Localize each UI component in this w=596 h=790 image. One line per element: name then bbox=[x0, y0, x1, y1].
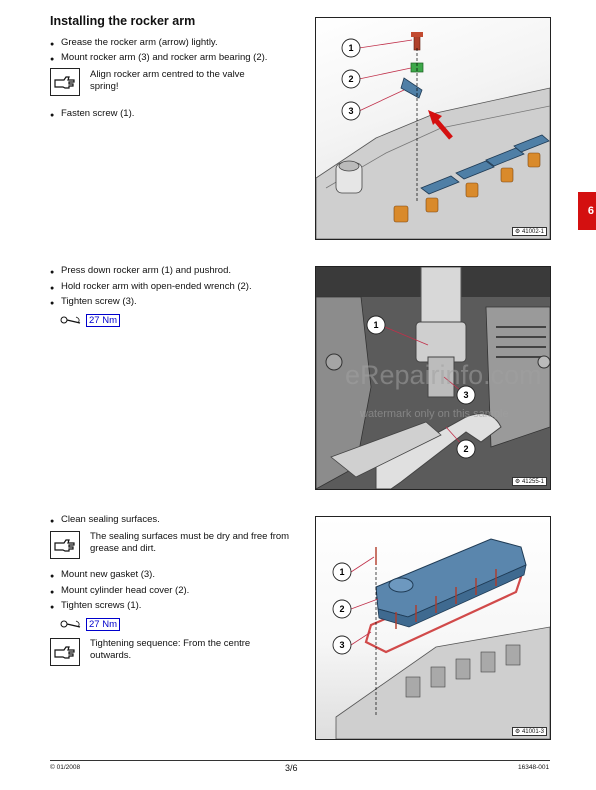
step3-bullet-3: ● Mount cylinder head cover (2). bbox=[61, 585, 189, 597]
fig1-id-label: ⚙ 41002-1 bbox=[512, 227, 547, 236]
fig2-id-label: ⚙ 41255-1 bbox=[512, 477, 547, 486]
watermark-text: eRepairinfo.com bbox=[345, 360, 542, 390]
step1-bullet-3: ● Fasten screw (1). bbox=[61, 108, 134, 120]
fig3-callout-3: 3 bbox=[339, 640, 345, 650]
fig1-id: 41002-1 bbox=[521, 229, 544, 235]
cover-illustration bbox=[316, 517, 550, 739]
chapter-tab: 6 bbox=[578, 192, 596, 230]
rocker-arm-illustration bbox=[316, 18, 550, 239]
step3-torque-link[interactable]: 27 Nm bbox=[86, 618, 120, 631]
step3-bullet-4: ● Tighten screws (1). bbox=[61, 600, 141, 612]
step2-torque-link[interactable]: 27 Nm bbox=[86, 314, 120, 327]
fig2-id: 41255-1 bbox=[521, 479, 544, 485]
torque-wrench-icon-2 bbox=[60, 617, 84, 635]
step3-note-2: Tightening sequence: From the centre outwards. bbox=[90, 638, 251, 661]
note-hand-icon-2 bbox=[50, 531, 80, 559]
step1-bullet-2: ● Mount rocker arm (3) and rocker arm bearing (2). bbox=[61, 52, 267, 64]
step3-bullet-2: ● Mount new gasket (3). bbox=[61, 569, 155, 581]
step2-bullet-1: ● Press down rocker arm (1) and pushrod. bbox=[61, 265, 231, 277]
torque-wrench-icon bbox=[60, 313, 84, 331]
watermark-subtext: watermark only on this sample bbox=[360, 408, 509, 420]
fig1-callout-3: 3 bbox=[348, 106, 354, 116]
footer-date: © 01/2008 bbox=[50, 764, 81, 771]
footer-page: 3/6 bbox=[285, 763, 298, 773]
figure-rocker-arm-install bbox=[315, 17, 551, 240]
fig1-callout-2: 2 bbox=[348, 74, 354, 84]
step1-bullet-1: ● Grease the rocker arm (arrow) lightly. bbox=[61, 37, 218, 49]
fig3-callout-2: 2 bbox=[339, 604, 345, 614]
fig3-id: 41001-3 bbox=[521, 729, 544, 735]
step2-bullet-2: ● Hold rocker arm with open-ended wrench (2). bbox=[61, 281, 252, 293]
fig3-callout-1: 1 bbox=[339, 567, 345, 577]
step3-bullet-1: ● Clean sealing surfaces. bbox=[61, 514, 160, 526]
fig2-callout-1: 1 bbox=[373, 320, 379, 330]
fig2-callout-2: 2 bbox=[463, 444, 469, 454]
section-title: Installing the rocker arm bbox=[50, 14, 196, 28]
footer-rule bbox=[50, 760, 550, 761]
fig2-callout-3: 3 bbox=[463, 390, 469, 400]
step3-note-1: The sealing surfaces must be dry and free from grease and dirt. bbox=[90, 531, 290, 554]
note-hand-icon-3 bbox=[50, 638, 80, 666]
fig1-callout-1: 1 bbox=[348, 43, 354, 53]
note-hand-icon bbox=[50, 68, 80, 96]
step1-note: Align rocker arm centred to the valve spring! bbox=[90, 69, 245, 92]
figure-cylinder-head-cover bbox=[315, 516, 551, 740]
step2-bullet-3: ● Tighten screw (3). bbox=[61, 296, 137, 308]
fig3-id-label: ⚙ 41001-3 bbox=[512, 727, 547, 736]
footer-doc-number: 16348-001 bbox=[518, 764, 550, 771]
